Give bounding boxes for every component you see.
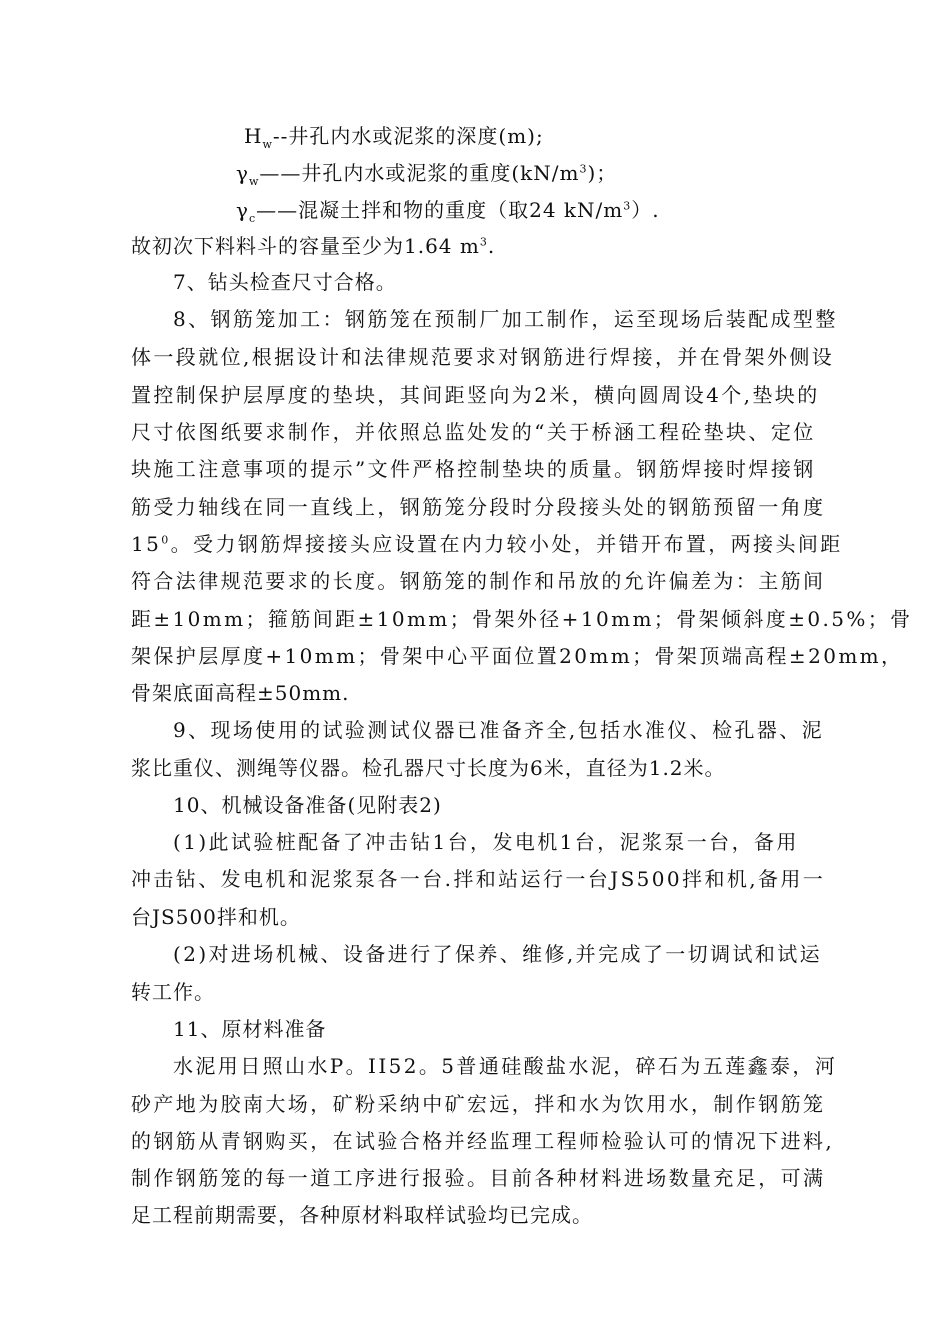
item7-paragraph: 7、钻头检查尺寸合格。: [173, 270, 397, 294]
item10-sub2-line: (2)对进场机械、设备进行了保养、维修,并完成了一切调试和试运: [173, 942, 823, 966]
item8-line: 筋受力轴线在同一直线上，钢筋笼分段时分段接头处的钢筋预留一角度: [131, 495, 826, 519]
item8-line: 8、钢筋笼加工：钢筋笼在预制厂加工制作，运至现场后装配成型整: [173, 307, 838, 331]
item10-sub1-line: 冲击钻、发电机和泥浆泵各一台.拌和站运行一台JS500拌和机,备用一: [131, 867, 826, 891]
definition-hw: $H_w--$井孔内水或泥浆的深度(m);: [244, 124, 544, 151]
item8-line: 块施工注意事项的提示”文件严格控制垫块的质量。钢筋焊接时焊接钢: [131, 457, 816, 481]
item8-line: 体一段就位,根据设计和法律规范要求对钢筋进行焊接，并在骨架外侧设: [131, 345, 835, 369]
item8-line: 尺寸依图纸要求制作，并依照总监处发的“关于桥涵工程砼垫块、定位: [131, 420, 816, 444]
item10-sub2-line: 转工作。: [131, 980, 215, 1004]
definition-gamma-c: $\gamma_c——$混凝土拌和物的重度（取24 $kN/m^3$）.: [236, 198, 660, 225]
item11-line: 水泥用日照山水P。II52。5普通硅酸盐水泥，碎石为五莲鑫泰，河: [173, 1054, 838, 1078]
item11-heading: 11、原材料准备: [173, 1017, 327, 1041]
item8-line: 距±10mm；箍筋间距±10mm；骨架外径+10mm；骨架倾斜度±0.5%；骨: [131, 607, 913, 631]
item8-line: 置控制保护层厚度的垫块，其间距竖向为2米，横向圆周设4个,垫块的: [131, 383, 820, 407]
item9-line: 9、现场使用的试验测试仪器已准备齐全,包括水准仪、检孔器、泥: [173, 718, 825, 742]
item8-angle-line: $15^0$。受力钢筋焊接接头应设置在内力较小处，并错开布置，两接头间距: [131, 532, 843, 556]
item8-line: 骨架底面高程±50mm.: [131, 681, 350, 705]
item11-line: 砂产地为胶南大场，矿粉采纳中矿宏远，拌和水为饮用水，制作钢筋笼: [131, 1092, 826, 1116]
item9-line: 浆比重仪、测绳等仪器。检孔器尺寸长度为6米，直径为1.2米。: [131, 756, 726, 780]
item11-line: 的钢筋从青钢购买，在试验合格并经监理工程师检验认可的情况下进料,: [131, 1129, 835, 1153]
conclusion-line: 故初次下料料斗的容量至少为1.64 $m^3$.: [131, 234, 496, 258]
item10-heading: 10、机械设备准备(见附表2): [173, 793, 442, 817]
item11-line: 足工程前期需要，各种原材料取样试验均已完成。: [131, 1203, 593, 1227]
item8-line: 架保护层厚度+10mm；骨架中心平面位置20mm；骨架顶端高程±20mm，: [131, 644, 904, 668]
item10-sub1-line: (1)此试验桩配备了冲击钻1台，发电机1台，泥浆泵一台，备用: [173, 830, 799, 854]
item8-line: 符合法律规范要求的长度。钢筋笼的制作和吊放的允许偏差为：主筋间: [131, 569, 826, 593]
item11-line: 制作钢筋笼的每一道工序进行报验。目前各种材料进场数量充足，可满: [131, 1166, 826, 1190]
definition-gamma-w: $\gamma_w——$井孔内水或泥浆的重度$(kN/m^3)$；: [236, 161, 618, 188]
item10-sub1-line: 台JS500拌和机。: [131, 905, 301, 929]
